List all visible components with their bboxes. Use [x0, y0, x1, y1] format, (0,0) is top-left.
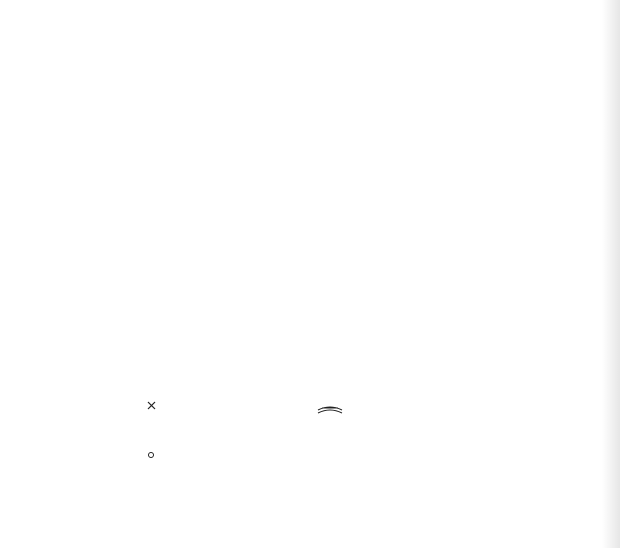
page-edge — [602, 0, 620, 548]
picot-icon — [149, 453, 154, 458]
bundle-icon — [318, 407, 342, 413]
cross-icon — [148, 402, 155, 409]
